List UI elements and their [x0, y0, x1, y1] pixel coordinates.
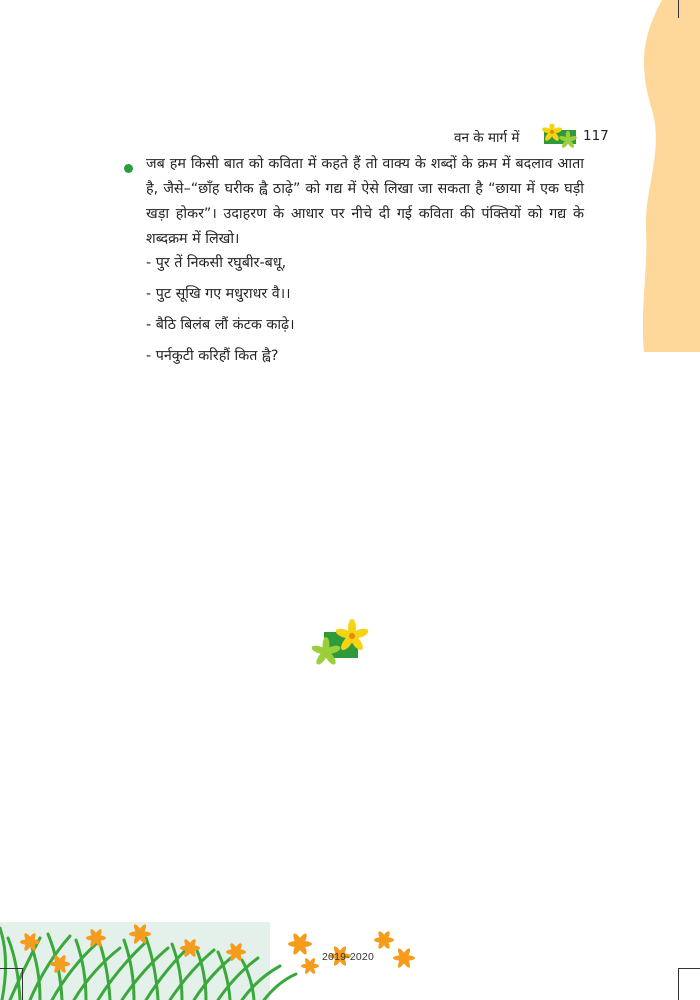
poem-line: - पुर तें निकसी रघुबीर-बधू, [146, 255, 287, 271]
crop-mark [678, 968, 700, 969]
flower-emblem-icon [538, 124, 584, 150]
crop-mark [678, 0, 679, 18]
poem-line: - बैठि बिलंब लौं कंटक काढ़े। [146, 317, 295, 333]
question-text: जब हम किसी बात को कविता में कहते हैं तो वाक्य के शब्दों के क्रम में बदलाव आता है, जैसे–“छाँह घरीक ह्वै ठाढ़े” को गद्य में ऐसे लिखा जा सकता है “छाया में एक घड़ी खड़ा होकर”। उदाहरण के आधार पर नीचे दी गई कविता की पंक्तियों को गद्य के शब्दक्रम में लिखो। [146, 156, 584, 247]
bullet-point [124, 164, 133, 173]
flower-emblem-icon [306, 618, 376, 672]
side-page-tab [640, 0, 700, 352]
crop-mark [678, 968, 679, 1000]
footer-year: 2019-2020 [322, 951, 375, 963]
running-header [440, 124, 620, 150]
poem-lines [146, 252, 566, 376]
chapter-title: वन के मार्ग में [454, 130, 520, 146]
poem-line: - पुट सूखि गए मधुराधर वै।। [146, 286, 291, 302]
crop-mark [0, 968, 22, 969]
crop-mark [22, 968, 23, 1000]
poem-line: - पर्नकुटी करिहौं कित ह्वै? [146, 348, 279, 364]
page-number: 117 [583, 128, 609, 144]
